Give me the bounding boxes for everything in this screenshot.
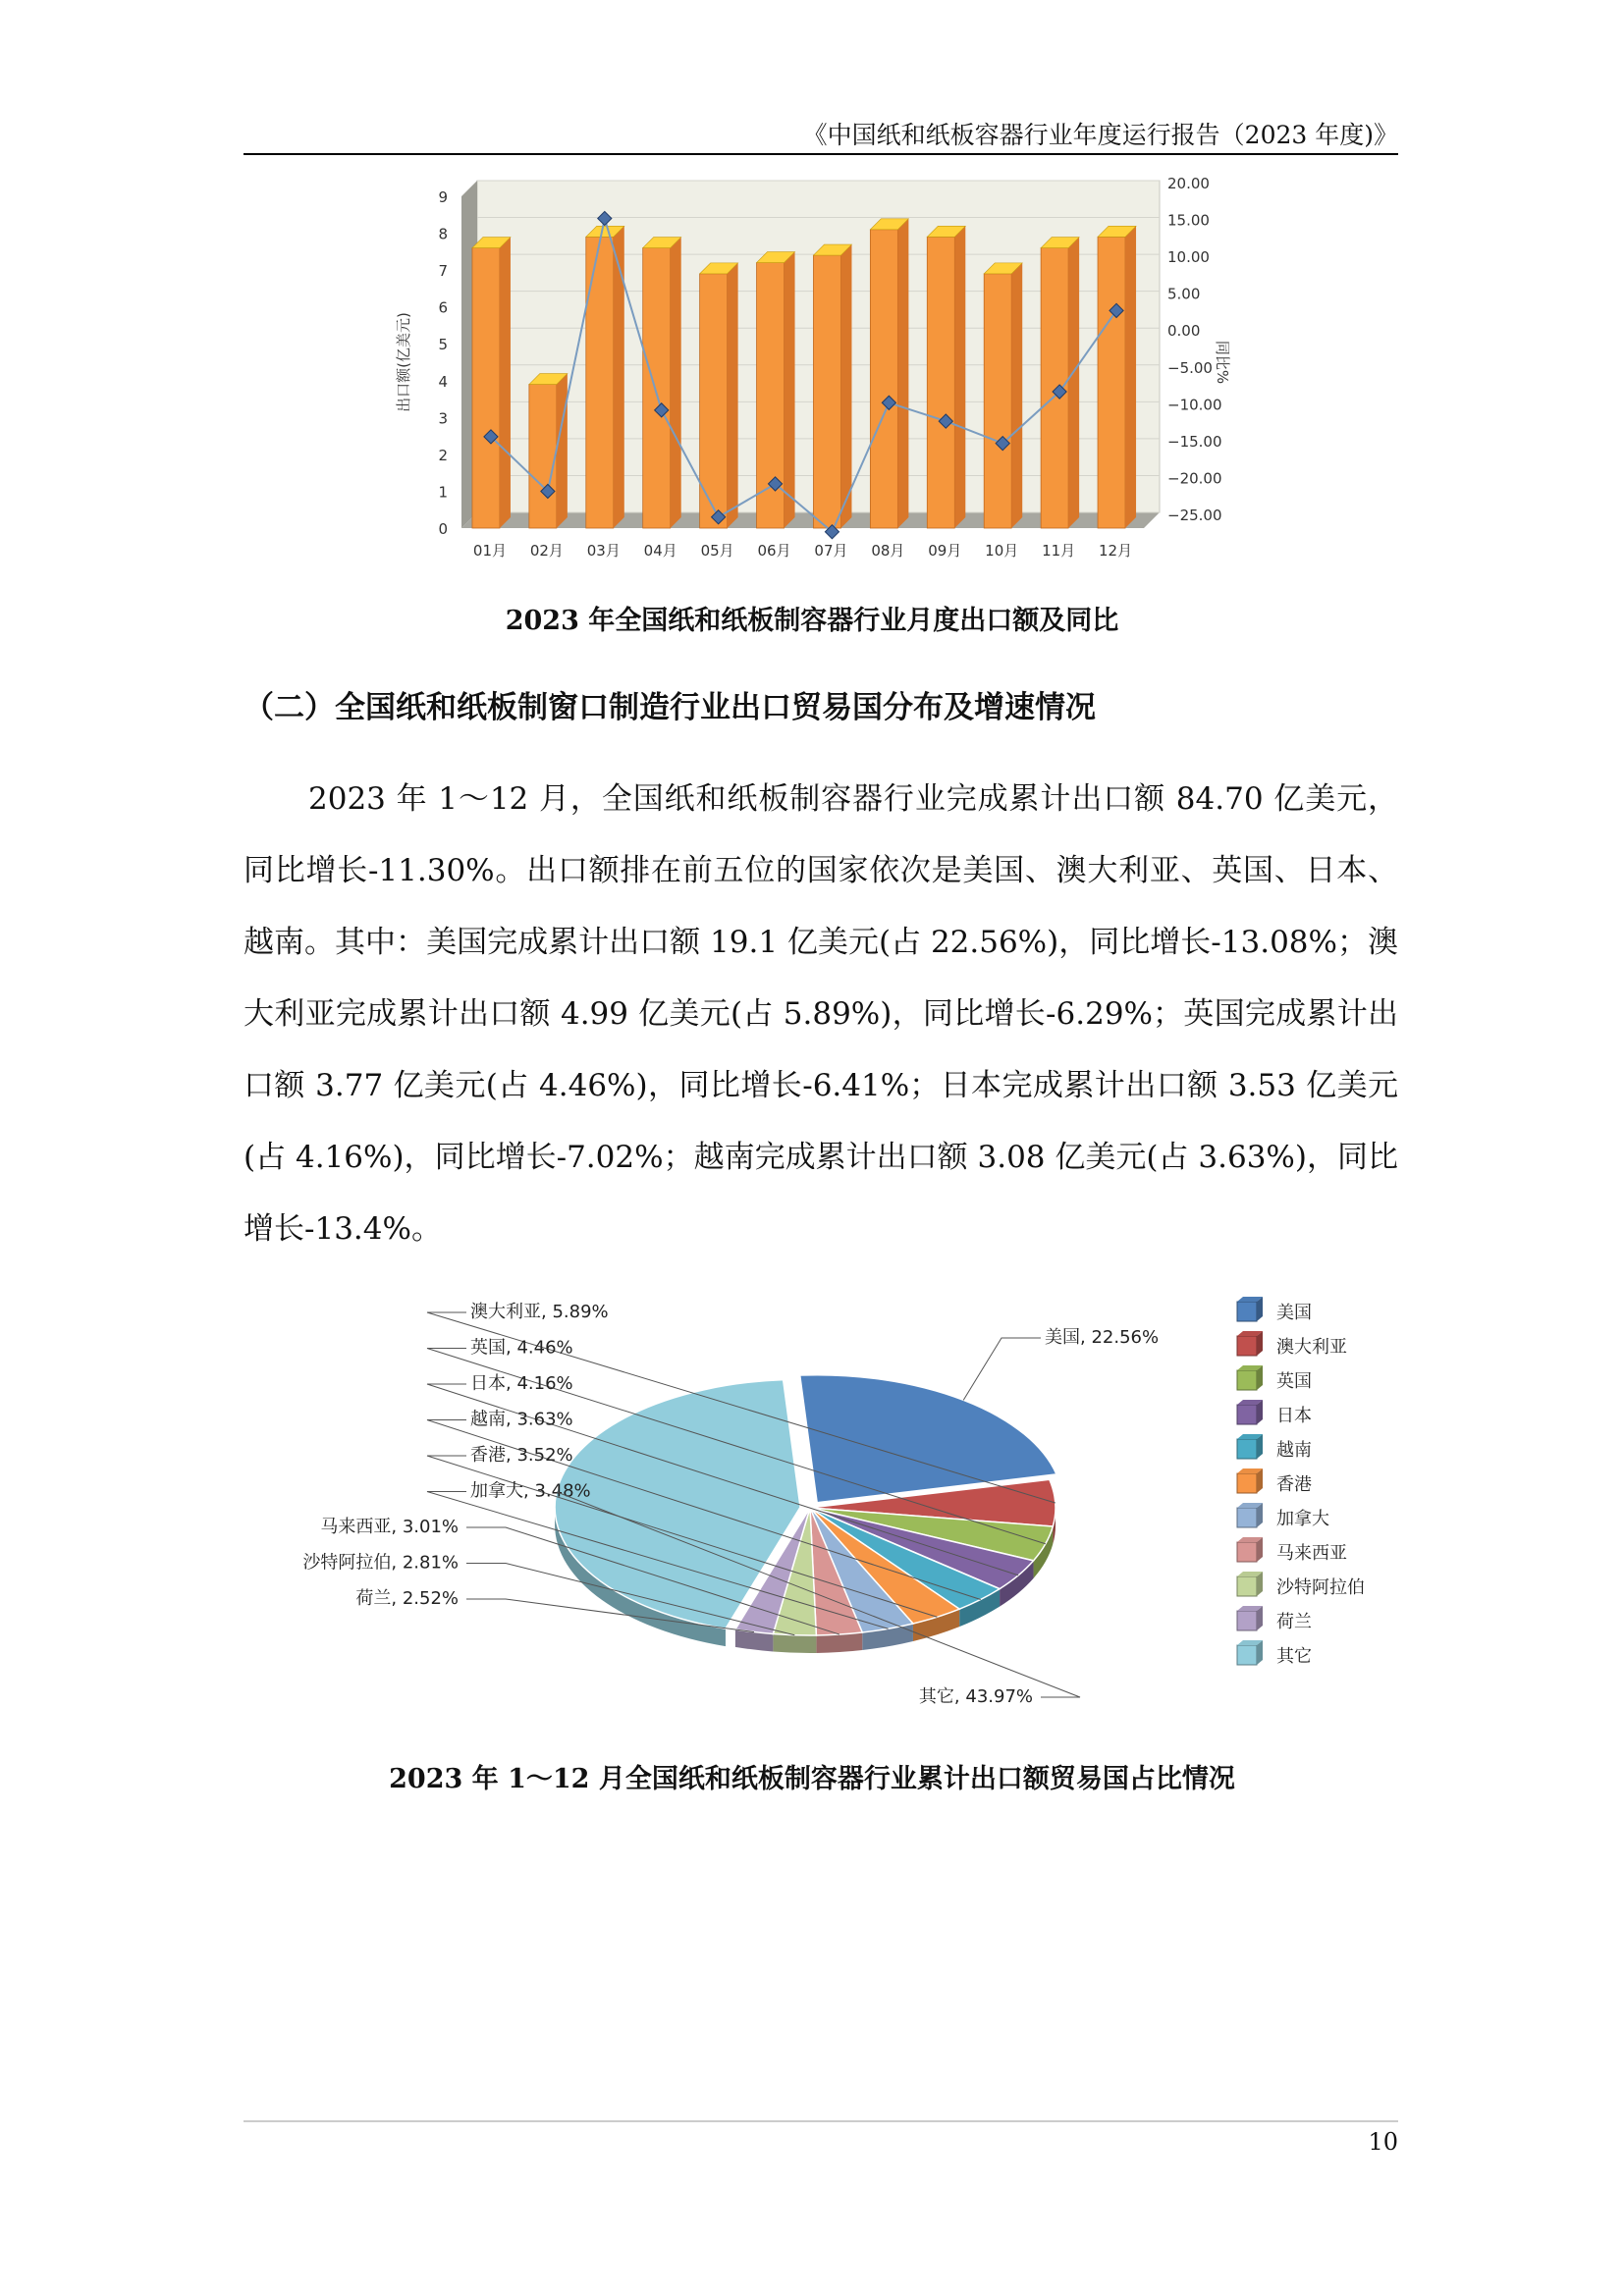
x-tick-label: 06月 <box>757 542 791 560</box>
y2-tick-label: −25.00 <box>1167 507 1222 524</box>
bar <box>472 238 511 528</box>
pie-slice-label: 加拿大, 3.48% <box>470 1480 591 1502</box>
bar <box>927 226 965 528</box>
monthly-export-chart <box>393 177 1257 579</box>
legend-label: 荷兰 <box>1276 1612 1312 1632</box>
pie-slice-label: 香港, 3.52% <box>470 1445 573 1466</box>
legend-label: 越南 <box>1276 1440 1312 1461</box>
y-tick-label: 1 <box>438 483 448 502</box>
y-tick-label: 5 <box>438 336 448 354</box>
y-tick-label: 6 <box>438 298 448 317</box>
legend-item <box>1237 1400 1263 1424</box>
legend-item <box>1237 1331 1263 1356</box>
page-number: 10 <box>1368 2128 1398 2156</box>
legend-label: 日本 <box>1276 1406 1312 1426</box>
y-tick-label: 0 <box>438 520 448 538</box>
pie-slice-label: 荷兰, 2.52% <box>355 1588 459 1609</box>
legend-label: 美国 <box>1276 1303 1312 1323</box>
x-tick-label: 10月 <box>985 542 1019 560</box>
x-tick-label: 05月 <box>700 542 734 560</box>
pie-chart-caption: 2023 年 1～12 月全国纸和纸板制容器行业累计出口额贸易国占比情况 <box>389 1764 1235 1794</box>
y2-tick-label: −15.00 <box>1167 432 1222 451</box>
y2-tick-label: −10.00 <box>1167 396 1222 414</box>
pie-slice-label: 美国, 22.56% <box>1045 1327 1160 1348</box>
x-tick-label: 02月 <box>529 542 564 560</box>
bar <box>529 374 568 528</box>
bar <box>586 226 624 528</box>
legend-item <box>1237 1297 1263 1321</box>
pie-slice-label: 澳大利亚, 5.89% <box>470 1302 609 1322</box>
legend-label: 马来西亚 <box>1276 1543 1347 1564</box>
legend-item <box>1237 1640 1263 1665</box>
bar <box>813 244 851 528</box>
y-tick-label: 4 <box>438 372 448 391</box>
y2-tick-label: 20.00 <box>1167 177 1210 192</box>
y-tick-label: 8 <box>438 225 448 243</box>
section-heading: （二）全国纸和纸板制窗口制造行业出口贸易国分布及增速情况 <box>244 690 1096 725</box>
legend-label: 香港 <box>1276 1474 1312 1495</box>
export-country-pie-chart <box>265 1294 1384 1735</box>
x-tick-label: 01月 <box>472 542 508 560</box>
y2-tick-label: 0.00 <box>1167 322 1201 341</box>
legend-item <box>1237 1537 1263 1562</box>
legend-label: 其它 <box>1276 1646 1312 1667</box>
legend-item <box>1237 1468 1263 1493</box>
y2-tick-label: −20.00 <box>1167 469 1222 488</box>
legend-item <box>1237 1572 1263 1596</box>
x-tick-label: 07月 <box>814 542 848 560</box>
pie-leader-line <box>963 1338 1041 1400</box>
x-tick-label: 11月 <box>1042 542 1076 560</box>
pie-slice-label: 越南, 3.63% <box>470 1409 573 1430</box>
legend-item <box>1237 1606 1263 1630</box>
legend-item <box>1237 1365 1263 1390</box>
pie-slice-side <box>773 1634 816 1653</box>
pie-slice-label: 其它, 43.97% <box>918 1686 1033 1707</box>
bar <box>1041 238 1079 528</box>
x-tick-label: 04月 <box>643 542 677 560</box>
legend-label: 澳大利亚 <box>1276 1337 1347 1358</box>
y-tick-label: 9 <box>438 188 448 206</box>
y-tick-label: 7 <box>438 262 448 281</box>
bar <box>984 263 1022 528</box>
legend-label: 英国 <box>1276 1371 1312 1392</box>
bar <box>643 238 681 528</box>
x-tick-label: 12月 <box>1098 542 1133 560</box>
footer-divider <box>244 2120 1398 2122</box>
y-axis-label: 出口额(亿美元) <box>395 312 412 412</box>
bar <box>700 263 738 528</box>
legend-item <box>1237 1434 1263 1459</box>
x-tick-label: 08月 <box>871 542 905 560</box>
y-tick-label: 3 <box>438 409 448 428</box>
pie-slice-label: 沙特阿拉伯, 2.81% <box>302 1552 459 1574</box>
y-tick-label: 2 <box>438 446 448 464</box>
page-header <box>244 110 1398 155</box>
pie-slice-label: 马来西亚, 3.01% <box>320 1517 459 1537</box>
header-title: 《中国纸和纸板容器行业年度运行报告（2023 年度)》 <box>802 121 1398 149</box>
y2-tick-label: −5.00 <box>1167 358 1213 377</box>
legend-item <box>1237 1503 1263 1527</box>
y2-tick-label: 15.00 <box>1167 211 1210 230</box>
x-tick-label: 09月 <box>928 542 962 560</box>
bar <box>1098 226 1136 528</box>
y2-tick-label: 5.00 <box>1167 285 1201 303</box>
legend-label: 加拿大 <box>1276 1509 1329 1529</box>
legend-label: 沙特阿拉伯 <box>1276 1577 1365 1598</box>
pie-slice-label: 英国, 4.46% <box>470 1337 573 1359</box>
x-tick-label: 03月 <box>586 542 621 560</box>
y2-axis-label: 同比% <box>1214 340 1231 385</box>
bar <box>870 219 908 528</box>
bar-chart-caption: 2023 年全国纸和纸板制容器行业月度出口额及同比 <box>505 606 1119 636</box>
pie-slice-label: 日本, 4.16% <box>470 1373 573 1394</box>
body-paragraph: 2023 年 1～12 月，全国纸和纸板制容器行业完成累计出口额 84.70 亿美元，同比增长-11.30%。出口额排在前五位的国家依次是美国、澳大利亚、英国、日本、越南。其中：美国完成累计出口额 19.1 亿美元(占 22.56%)，同比增长-13.08%；澳大利亚完成累计出口额 4.99 亿美元(占 5.89%)，同比增长-6.29%；英国完成累计出口额 3.77 亿美元(占 4.46%)，同比增长-6.41%；日本完成累计出口额 3.53 亿美元(占 4.16%)，同比增长-7.02%；越南完成累计出口额 3.08 亿美元(占 3.63%)，同比增长-13.4%。 <box>244 781 1398 1247</box>
y2-tick-label: 10.00 <box>1167 248 1210 267</box>
